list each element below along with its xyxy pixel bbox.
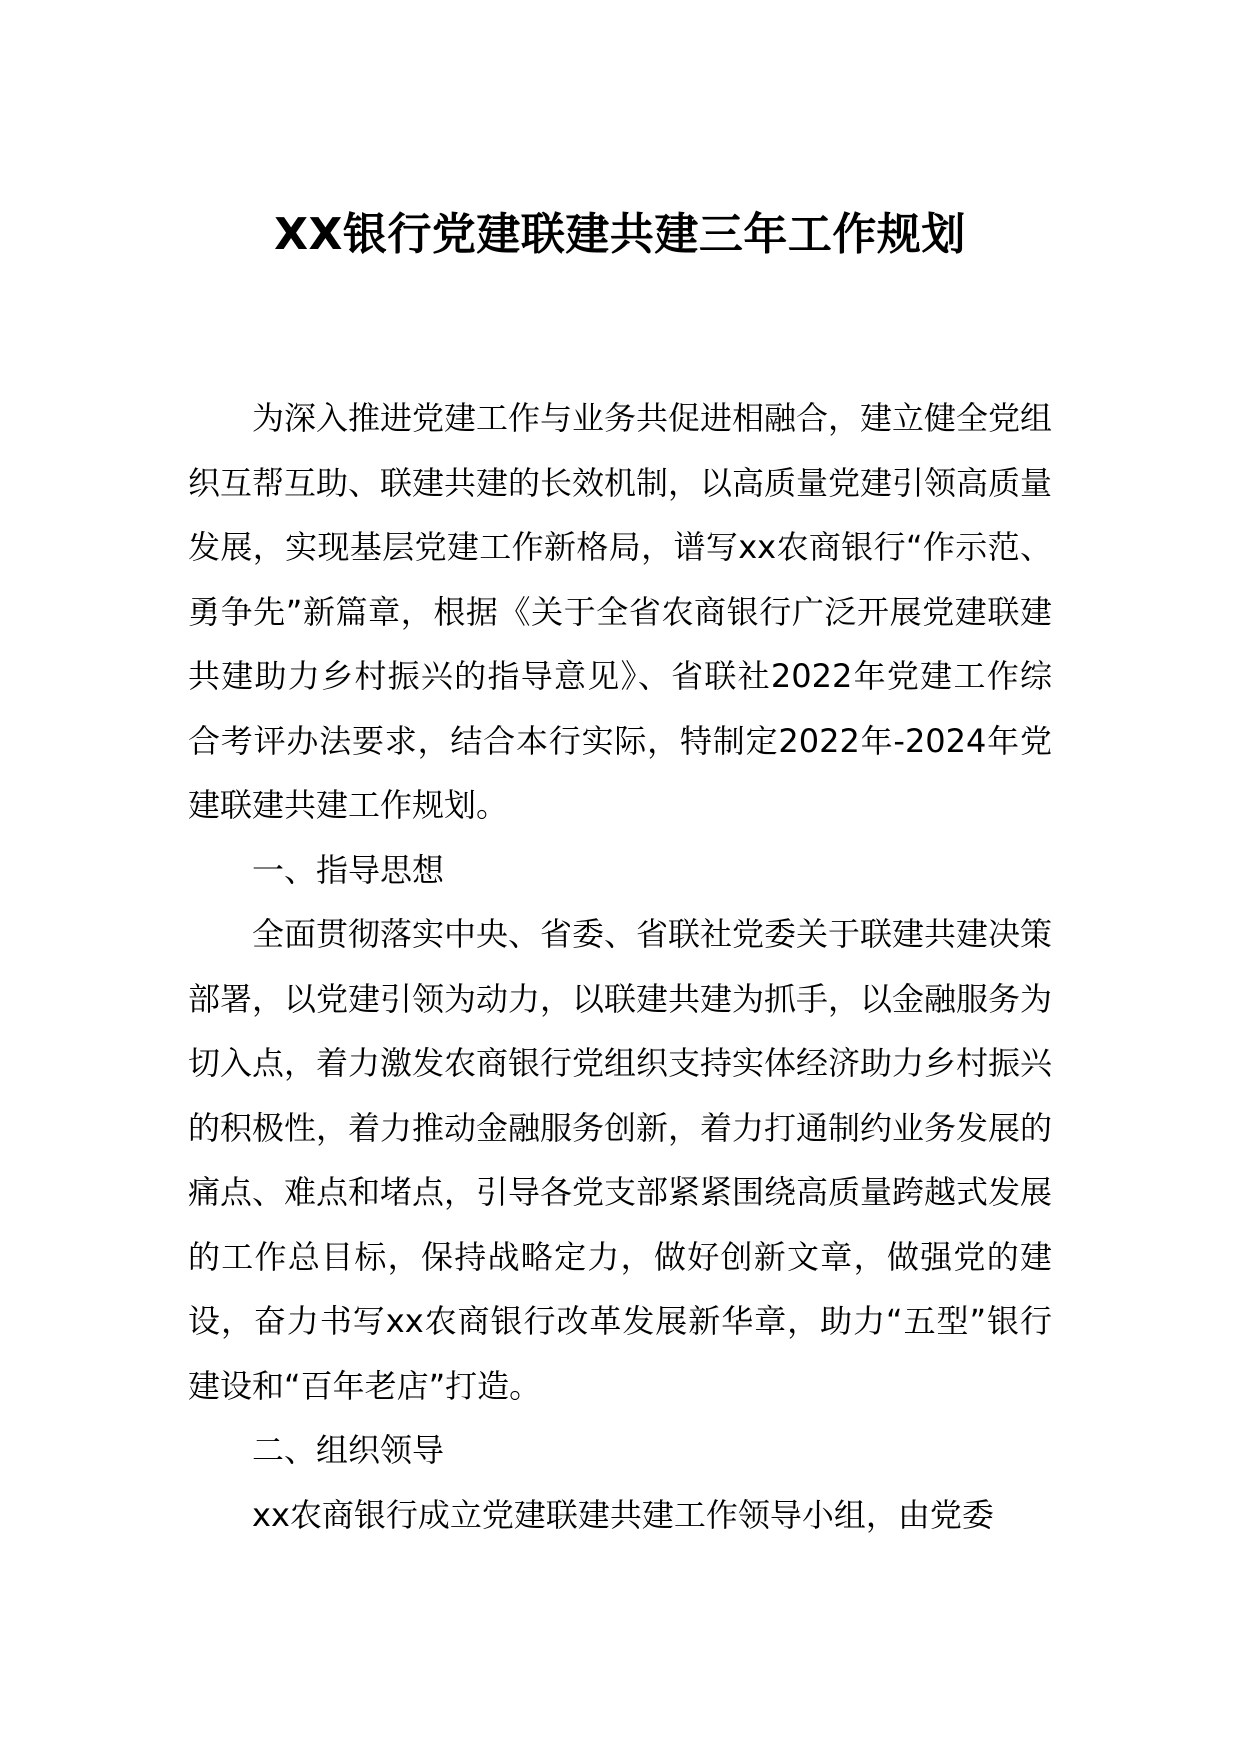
organization-leadership-paragraph: xx农商银行成立党建联建共建工作领导小组，由党委	[252, 1495, 994, 1534]
intro-paragraph: 为深入推进党建工作与业务共促进相融合，建立健全党组织互帮互助、联建共建的长效机制，以高质量党建引领高质量发展，实现基层党建工作新格局，谱写xx农商银行“作示范、勇争先”新篇章，根据《关于全省农商银行广泛开展党建联建共建助力乡村振兴的指导意见》、省联社2022年党建工作综合考评办法要求，结合本行实际，特制定2022年-2024年党建联建共建工作规划。	[188, 399, 1053, 824]
guiding-ideology-paragraph: 全面贯彻落实中央、省委、省联社党委关于联建共建决策部署，以党建引领为动力，以联建共建为抓手，以金融服务为切入点，着力激发农商银行党组织支持实体经济助力乡村振兴的积极性，着力推动金融服务创新，着力打通制约业务发展的痛点、难点和堵点，引导各党支部紧紧围绕高质量跨越式发展的工作总目标，保持战略定力，做好创新文章，做强党的建设，奋力书写xx农商银行改革发展新华章，助力“五型”银行建设和“百年老店”打造。	[188, 915, 1053, 1405]
section-heading-organization-leadership: 二、组织领导	[252, 1431, 445, 1469]
document-body	[188, 386, 1052, 1547]
section-heading-guiding-ideology: 一、指导思想	[252, 850, 445, 889]
document-title: XX银行党建联建共建三年工作规划	[274, 209, 966, 260]
